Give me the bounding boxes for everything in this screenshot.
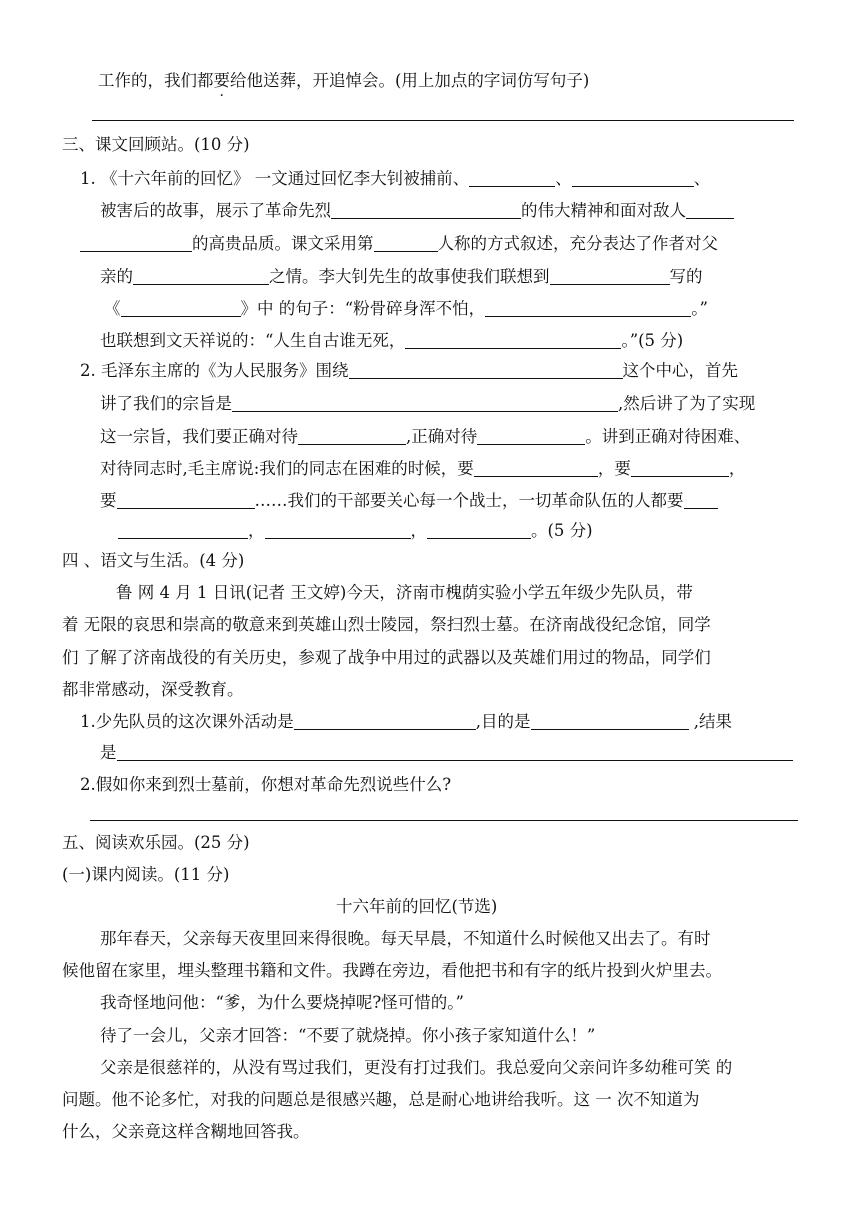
- q2-line5: 要 ……我们的干部要关心每一个战士，一切革命队伍的人都要: [100, 490, 718, 512]
- s4-q1-line: 1.少先队员的这次课外活动是 ,目的是 ,结果: [80, 712, 732, 731]
- passage-line: 问题。他不论多忙，对我的问题总是很感兴趣，总是耐心地讲给我听。这 一 次不知道为: [62, 1090, 700, 1109]
- news-paragraph-line: 鲁 网 4 月 1 日讯(记者 王文婷)今天，济南市槐荫实验小学五年级少先队员，带: [116, 583, 693, 602]
- blank[interactable]: [133, 268, 269, 285]
- blank[interactable]: [349, 362, 623, 379]
- s4-q2-line: 2.假如你来到烈士墓前，你想对革命先烈说些什么?: [80, 775, 452, 794]
- q2-line6: ， ， 。(5 分): [118, 520, 593, 542]
- blank[interactable]: [118, 522, 248, 539]
- top-line: 工作的，我们都要给他送葬，开追悼会。(用上加点的字词仿写句子): [98, 71, 590, 90]
- passage-line: 待了一会儿，父亲才回答：“不要了就烧掉。你小孩子家知道什么！”: [100, 1026, 596, 1045]
- blank[interactable]: [469, 170, 555, 187]
- blank[interactable]: [531, 713, 689, 730]
- blank[interactable]: [298, 428, 406, 445]
- blank[interactable]: [294, 713, 476, 730]
- blank[interactable]: [374, 235, 438, 252]
- blank[interactable]: [331, 202, 521, 219]
- news-paragraph-line: 们 了解了济南战役的有关历史，参观了战争中用过的武器以及英雄们用过的物品，同学们: [62, 648, 711, 667]
- passage-line: 候他留在家里，埋头整理书籍和文件。我蹲在旁边，看他把书和有字的纸片投到火炉里去。: [62, 961, 722, 980]
- s4-q1-line2: 是: [100, 742, 793, 764]
- q1-line3: 的高贵品质。课文采用第 人称的方式叙述，充分表达了作者对父: [80, 233, 718, 255]
- answer-line[interactable]: [92, 120, 794, 121]
- blank[interactable]: [427, 522, 531, 539]
- passage-line: 父亲是很慈祥的，从没有骂过我们，更没有打过我们。我总爱向父亲问许多幼稚可笑 的: [100, 1058, 733, 1077]
- q1-line5: 《 》中 的句子：“粉骨碎身浑不怕， 。”: [104, 299, 708, 318]
- passage-line: 什么，父亲竟这样含糊地回答我。: [62, 1122, 310, 1141]
- q2-line4: 对待同志时,毛主席说:我们的同志在困难的时候，要 ，要 ，: [100, 459, 746, 478]
- blank[interactable]: [474, 460, 598, 477]
- blank[interactable]: [477, 428, 585, 445]
- blank[interactable]: [405, 332, 621, 349]
- blank[interactable]: [550, 268, 670, 285]
- blank[interactable]: [121, 300, 241, 317]
- q2-line1: 2. 毛泽东主席的《为人民服务》围绕 这个中心，首先: [80, 361, 738, 380]
- q1-line1: 1. 《十六年前的回忆》 一文通过回忆李大钊被捕前、 、 、: [80, 169, 711, 188]
- passage-line: 那年春天，父亲每天夜里回来得很晚。每天早晨，不知道什么时候他又出去了。有时: [100, 929, 711, 948]
- section-3-heading: 三、课文回顾站。(10 分): [62, 135, 250, 154]
- blank[interactable]: [572, 170, 694, 187]
- blank[interactable]: [684, 492, 718, 509]
- dotted-char: 要: [213, 71, 230, 90]
- blank[interactable]: [80, 235, 192, 252]
- passage-title: 十六年前的回忆(节选): [336, 897, 498, 916]
- q2-line2: 讲了我们的宗旨是 ,然后讲了为了实现: [100, 394, 756, 413]
- section-5-heading: 五、阅读欢乐园。(25 分): [62, 833, 250, 852]
- news-paragraph-line: 都非常感动，深受教育。: [62, 680, 244, 699]
- passage-line: 我奇怪地问他：“爹，为什么要烧掉呢?怪可惜的。”: [100, 993, 464, 1012]
- blank[interactable]: [631, 460, 729, 477]
- q1-line2: 被害后的故事，展示了革命先烈 的伟大精神和面对敌人: [100, 200, 734, 222]
- section-4-heading: 四 、语文与生活。(4 分): [62, 551, 245, 570]
- blank[interactable]: [117, 492, 255, 509]
- answer-line[interactable]: [90, 820, 798, 821]
- subsection-heading: (一)课内阅读。(11 分): [62, 865, 230, 884]
- q1-line6: 也联想到文天祥说的：“人生自古谁无死， 。”(5 分): [100, 331, 684, 350]
- q1-line4: 亲的 之情。李大钊先生的故事使我们联想到 写的: [100, 267, 703, 286]
- blank[interactable]: [485, 300, 691, 317]
- blank[interactable]: [265, 522, 411, 539]
- blank[interactable]: [117, 744, 793, 761]
- blank[interactable]: [232, 395, 618, 412]
- blank[interactable]: [686, 202, 734, 219]
- news-paragraph-line: 着 无限的哀思和崇高的敬意来到英雄山烈士陵园，祭扫烈士墓。在济南战役纪念馆，同学: [62, 615, 711, 634]
- q2-line3: 这一宗旨，我们要正确对待 ,正确对待 。讲到正确对待困难、: [100, 427, 751, 446]
